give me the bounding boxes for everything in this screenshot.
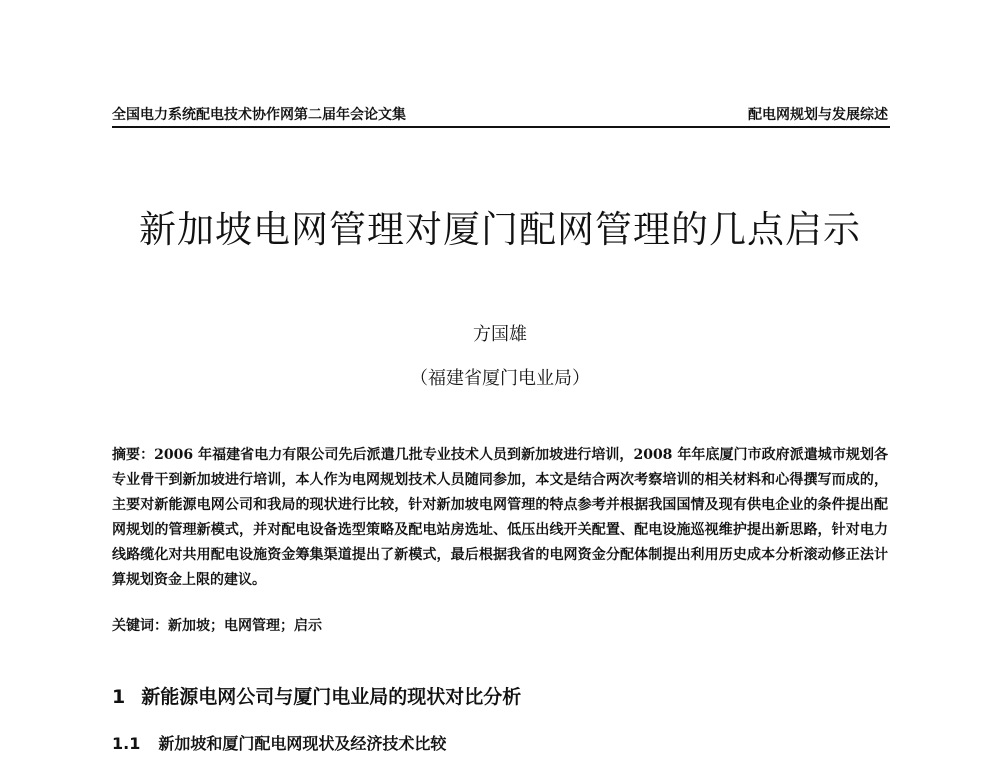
- paper-title: 新加坡电网管理对厦门配网管理的几点启示: [139, 208, 861, 251]
- subsection-title: 新加坡和厦门配电网现状及经济技术比较: [158, 734, 447, 753]
- keywords-text: 新加坡；电网管理；启示: [168, 618, 322, 634]
- keywords: [112, 615, 888, 637]
- abstract-label: 摘要：: [112, 447, 155, 463]
- header-proceedings-title: 全国电力系统配电技术协作网第二届年会论文集: [112, 107, 406, 123]
- author-affiliation: （福建省厦门电业局）: [410, 368, 590, 389]
- section-number: 1: [112, 686, 126, 708]
- section-heading-1-1: [112, 733, 888, 755]
- section-heading-1: [112, 684, 888, 710]
- keywords-label: 关键词：: [112, 618, 168, 634]
- abstract: [112, 443, 888, 593]
- header-section-name: 配电网规划与发展综述: [748, 107, 888, 123]
- subsection-number: 1.1: [112, 734, 141, 753]
- section-title: 新能源电网公司与厦门电业局的现状对比分析: [141, 686, 522, 708]
- author-name: 方国雄: [473, 324, 527, 345]
- abstract-text: 2006 年福建省电力有限公司先后派遣几批专业技术人员到新加坡进行培训，2008 年年底厦门市政府派遣城市规划各专业骨干到新加坡进行培训，本人作为电网规划技术人员随同参加，本文是结合两次考察培训的相关材料和心得撰写而成的，主要对新能源电网公司和我局的现状进行比较，针对新加坡电网管理的特点参考并根据我国国情及现有供电企业的条件提出配网规划的管理新模式，并对配电设备选型策略及配电站房选址、低压出线开关配置、配电设施巡视维护提出新思路，针对电力线路缆化对共用配电设施资金筹集渠道提出了新模式，最后根据我省的电网资金分配体制提出利用历史成本分析滚动修正法计算规划资金上限的建议。: [112, 447, 888, 588]
- header-rule: [112, 126, 890, 128]
